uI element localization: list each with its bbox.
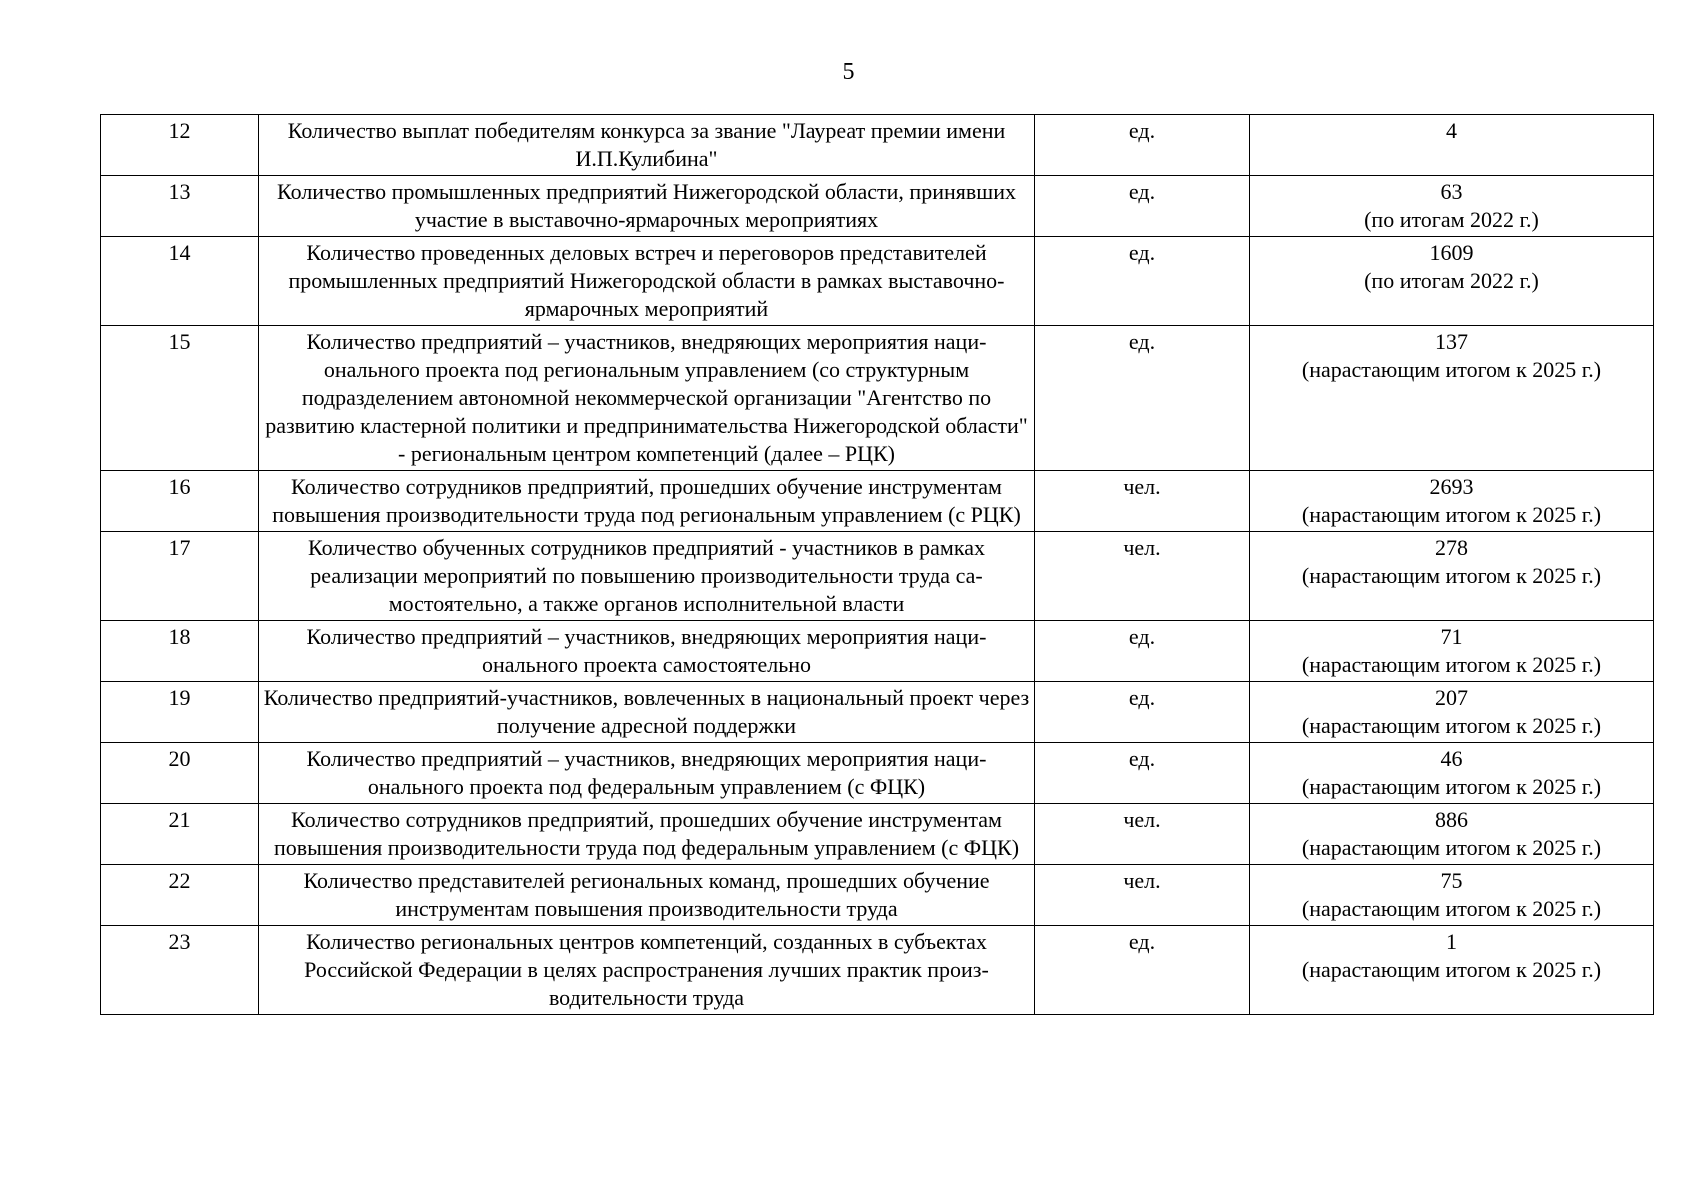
value-note: (нарастающим итогом к 2025 г.) (1301, 357, 1602, 382)
indicator-name: Количество предприятий-участников, вовлеченных в национальный проект через получение адресной поддержки (259, 682, 1035, 743)
page-number: 5 (842, 59, 855, 85)
table-row (101, 115, 1654, 176)
unit-of-measure: чел. (1035, 865, 1250, 926)
value-note: (нарастающим итогом к 2025 г.) (1301, 713, 1602, 738)
unit-of-measure: ед. (1035, 743, 1250, 804)
table-row (101, 743, 1654, 804)
row-number: 20 (101, 743, 259, 804)
unit-of-measure: чел. (1035, 804, 1250, 865)
indicator-value-cell (1250, 804, 1654, 865)
unit-of-measure: чел. (1035, 532, 1250, 621)
unit-of-measure: ед. (1035, 621, 1250, 682)
unit-of-measure: ед. (1035, 926, 1250, 1015)
indicator-value: 46 (1440, 746, 1463, 771)
indicator-name: Количество предприятий – участников, внедряющих мероприятия национального проекта под региональным управлением (со структурным подразделением автономной некоммерческой организации "Агентство по развитию кластерной политики и предпринимательства Нижегородской области" - региональным центром компетенций (далее – РЦК) (259, 326, 1035, 471)
value-note: (по итогам 2022 г.) (1364, 207, 1539, 232)
table-row (101, 471, 1654, 532)
table-row (101, 237, 1654, 326)
row-number: 21 (101, 804, 259, 865)
indicator-value: 71 (1440, 624, 1463, 649)
table-row (101, 804, 1654, 865)
indicator-value-cell (1250, 176, 1654, 237)
indicator-name: Количество региональных центров компетенций, созданных в субъектах Российской Федерации в целях распространения лучших практик производительности труда (259, 926, 1035, 1015)
unit-of-measure: ед. (1035, 176, 1250, 237)
indicator-value-cell (1250, 621, 1654, 682)
indicator-name: Количество проведенных деловых встреч и переговоров представителей промышленных предприятий Нижегородской области в рамках выставочно-ярмарочных мероприятий (259, 237, 1035, 326)
indicator-value: 1 (1446, 929, 1457, 954)
unit-of-measure: ед. (1035, 682, 1250, 743)
indicator-name: Количество выплат победителям конкурса за звание "Лауреат премии имени И.П.Кулибина" (259, 115, 1035, 176)
indicator-name: Количество обученных сотрудников предприятий - участников в рамках реализации мероприятий по повышению производительности труда самостоятельно, а также органов исполнительной власти (259, 532, 1035, 621)
row-number: 17 (101, 532, 259, 621)
unit-of-measure: ед. (1035, 115, 1250, 176)
unit-of-measure: ед. (1035, 326, 1250, 471)
indicator-value: 2693 (1429, 474, 1474, 499)
indicator-name: Количество сотрудников предприятий, прошедших обучение инструментам повышения производительности труда под региональным управлением (с РЦК) (259, 471, 1035, 532)
table-row (101, 682, 1654, 743)
table-row (101, 621, 1654, 682)
unit-of-measure: чел. (1035, 471, 1250, 532)
indicator-name: Количество предприятий – участников, внедряющих мероприятия национального проекта под федеральным управлением (с ФЦК) (259, 743, 1035, 804)
indicator-value-cell (1250, 682, 1654, 743)
table-row (101, 176, 1654, 237)
indicator-value: 278 (1435, 535, 1468, 560)
indicator-value: 75 (1440, 868, 1463, 893)
row-number: 12 (101, 115, 259, 176)
indicator-value-cell (1250, 865, 1654, 926)
indicators-table (100, 114, 1654, 1015)
indicator-value-cell (1250, 326, 1654, 471)
table-row (101, 865, 1654, 926)
unit-of-measure: ед. (1035, 237, 1250, 326)
row-number: 14 (101, 237, 259, 326)
value-note: (нарастающим итогом к 2025 г.) (1301, 835, 1602, 860)
value-note: (нарастающим итогом к 2025 г.) (1301, 563, 1602, 588)
row-number: 22 (101, 865, 259, 926)
indicator-name: Количество промышленных предприятий Нижегородской области, принявших участие в выставочно-ярмарочных мероприятиях (259, 176, 1035, 237)
row-number: 13 (101, 176, 259, 237)
indicator-name: Количество предприятий – участников, внедряющих мероприятия национального проекта самостоятельно (259, 621, 1035, 682)
value-note: (нарастающим итогом к 2025 г.) (1301, 896, 1602, 921)
indicator-value: 886 (1435, 807, 1468, 832)
value-note: (нарастающим итогом к 2025 г.) (1301, 957, 1602, 982)
indicator-value-cell (1250, 237, 1654, 326)
indicator-name: Количество сотрудников предприятий, прошедших обучение инструментам повышения производительности труда под федеральным управлением (с ФЦК) (259, 804, 1035, 865)
indicator-value-cell (1250, 115, 1654, 176)
indicator-value: 1609 (1429, 240, 1474, 265)
row-number: 23 (101, 926, 259, 1015)
table-row (101, 926, 1654, 1015)
value-note: (нарастающим итогом к 2025 г.) (1301, 652, 1602, 677)
indicator-value: 207 (1435, 685, 1468, 710)
row-number: 15 (101, 326, 259, 471)
value-note: (нарастающим итогом к 2025 г.) (1301, 774, 1602, 799)
indicator-name: Количество представителей региональных команд, прошедших обучение инструментам повышения производительности труда (259, 865, 1035, 926)
indicator-value-cell (1250, 471, 1654, 532)
indicator-value: 4 (1446, 118, 1457, 143)
indicator-value: 63 (1440, 179, 1463, 204)
table-body (101, 115, 1654, 1015)
row-number: 19 (101, 682, 259, 743)
indicator-value-cell (1250, 926, 1654, 1015)
indicator-value: 137 (1435, 329, 1468, 354)
value-note: (по итогам 2022 г.) (1364, 268, 1539, 293)
table-row (101, 532, 1654, 621)
row-number: 16 (101, 471, 259, 532)
value-note: (нарастающим итогом к 2025 г.) (1301, 502, 1602, 527)
indicator-value-cell (1250, 743, 1654, 804)
table-row (101, 326, 1654, 471)
row-number: 18 (101, 621, 259, 682)
indicator-value-cell (1250, 532, 1654, 621)
